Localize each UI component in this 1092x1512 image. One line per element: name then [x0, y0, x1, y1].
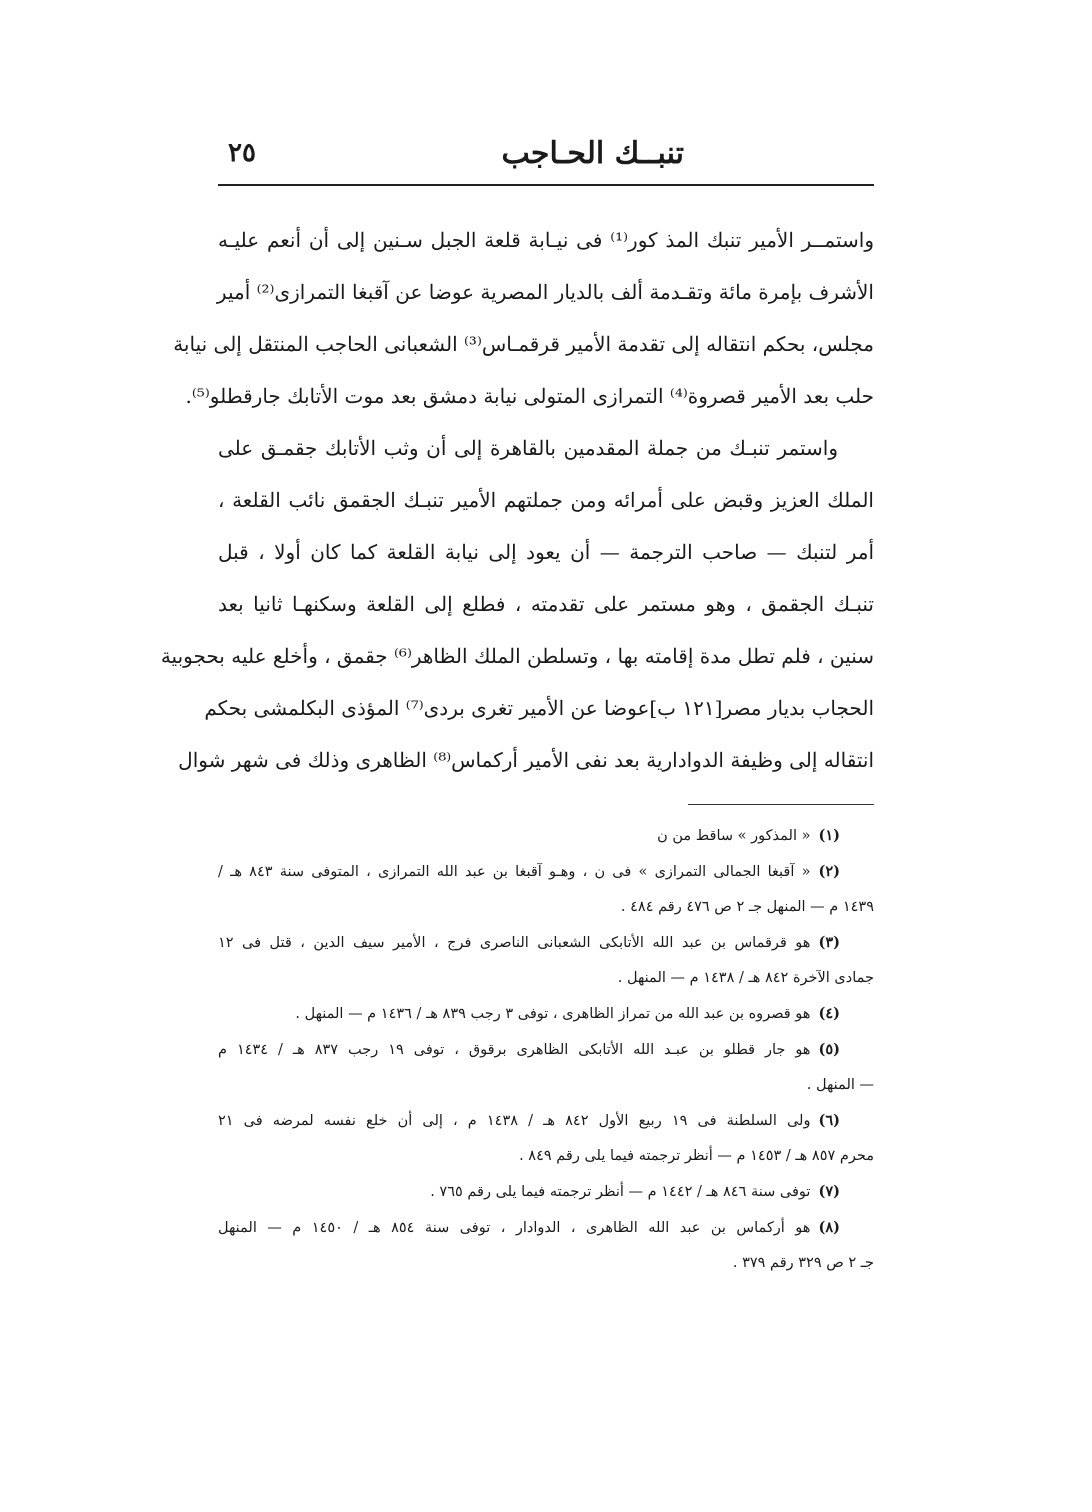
footnote-text: توفى سنة ٨٤٦ هـ / ١٤٤٢ م — أنظر ترجمته فيما يلى رقم ٧٦٥ . — [430, 1184, 811, 1200]
text-line: حلب بعد الأمير قصروة⁽⁴⁾ التمرازى المتولى نيابة دمشق بعد موت الأتابك جارقطلو⁽⁵⁾. — [185, 384, 874, 408]
text-line: الحجاب بديار مصر[١٢١ ب]عوضا عن الأمير تغرى بردى⁽⁷⁾ المؤذى البكلمشى بحكم — [204, 696, 874, 720]
footnote — [218, 818, 874, 854]
footnote-text: جمادى الآخرة ٨٤٢ هـ / ١٤٣٨ م — المنهل . — [617, 970, 874, 986]
footnote — [218, 996, 874, 1032]
footnote-text: ١٤٣٩ م — المنهل جـ ٢ ص ٤٧٦ رقم ٤٨٤ . — [620, 899, 874, 915]
footnote-rule — [688, 804, 874, 805]
main-text — [160, 214, 874, 786]
footnote — [218, 1103, 874, 1174]
footnote — [218, 1174, 874, 1210]
footnote — [218, 854, 874, 925]
footnote-number: (٤) — [818, 1005, 840, 1022]
footnote-number: (٢) — [818, 863, 840, 880]
footnote-text: « آقبغا الجمالى التمرازى » فى ن ، وهـو آقبغا بن عبد الله التمرازى ، المتوفى سنة ٨٤٣ هـ / — [218, 864, 811, 880]
footnote-text: محرم ٨٥٧ هـ / ١٤٥٣ م — أنظر ترجمته فيما يلى رقم ٨٤٩ . — [519, 1148, 874, 1164]
footnote-number: (٨) — [818, 1219, 840, 1236]
text-line: سنين ، فلم تطل مدة إقامته بها ، وتسلطن الملك الظاهر⁽⁶⁾ جقمق ، وأخلع عليه بحجوبية — [160, 644, 874, 668]
footnote — [218, 1032, 874, 1103]
text-line: واستمر تنبـك من جملة المقدمين بالقاهرة إلى أن وثب الأتابك جقمـق على — [218, 436, 838, 460]
footnote — [218, 1210, 874, 1281]
footnote — [218, 925, 874, 996]
footnote-text: ولى السلطنة فى ١٩ ربيع الأول ٨٤٢ هـ / ١٤٣٨ م ، إلى أن خلع نفسه لمرضه فى ٢١ — [218, 1113, 811, 1129]
page-header — [218, 132, 874, 180]
text-line: مجلس، بحكم انتقاله إلى تقدمة الأمير قرقمـاس⁽³⁾ الشعبانى الحاجب المنتقل إلى نيابة — [173, 332, 874, 356]
footnote-text: هو جار قطلو بن عبـد الله الأتابكى الظاهرى برقوق ، توفى ١٩ رجب ٨٣٧ هـ / ١٤٣٤ م — [218, 1042, 811, 1058]
header-rule — [218, 184, 874, 186]
footnote-number: (١) — [818, 827, 840, 844]
text-line: تنبـك الجقمق ، وهو مستمر على تقدمته ، فطلع إلى القلعة وسكنهـا ثانيا بعد — [218, 592, 874, 616]
text-line: أمر لتنبك — صاحب الترجمة — أن يعود إلى نيابة القلعة كما كان أولا ، قبل — [218, 540, 874, 564]
text-line: انتقاله إلى وظيفة الدوادارية بعد نفى الأمير أركماس⁽⁸⁾ الظاهرى وذلك فى شهر شوال — [178, 748, 874, 772]
text-line: واستمــر الأمير تنبك المذ كور⁽¹⁾ فى نيـابة قلعة الجبل سـنين إلى أن أنعم عليـه — [218, 228, 874, 252]
footnote-number: (٧) — [818, 1183, 840, 1200]
footnotes — [218, 818, 874, 1281]
page-number: ٢٥ — [228, 138, 256, 168]
footnote-text: — المنهل . — [806, 1077, 874, 1093]
footnote-number: (٥) — [818, 1041, 841, 1058]
text-line: الملك العزيز وقبض على أمرائه ومن جملتهم الأمير تنبـك الجقمق نائب القلعة ، — [218, 488, 874, 512]
footnote-text: جـ ٢ ص ٣٢٩ رقم ٣٧٩ . — [732, 1255, 874, 1271]
footnote-text: هو قرقماس بن عبد الله الأتابكى الشعبانى الناصرى فرج ، الأمير سيف الدين ، قتل فى ١٢ — [218, 935, 811, 951]
footnote-text: « المذكور » ساقط من ن — [657, 828, 811, 844]
running-title: تنبــك الحـاجب — [501, 136, 684, 171]
footnote-number: (٦) — [818, 1112, 841, 1129]
footnote-text: هو قصروه بن عبد الله من تمراز الظاهرى ، توفى ٣ رجب ٨٣٩ هـ / ١٤٣٦ م — المنهل . — [295, 1006, 811, 1022]
text-line: الأشرف بإمرة مائة وتقـدمة ألف بالديار المصرية عوضا عن آقبغا التمرازى⁽²⁾ أمير — [216, 280, 874, 304]
footnote-number: (٣) — [818, 934, 840, 951]
footnote-text: هو أركماس بن عبد الله الظاهرى ، الدوادار ، توفى سنة ٨٥٤ هـ / ١٤٥٠ م — المنهل — [218, 1220, 811, 1236]
